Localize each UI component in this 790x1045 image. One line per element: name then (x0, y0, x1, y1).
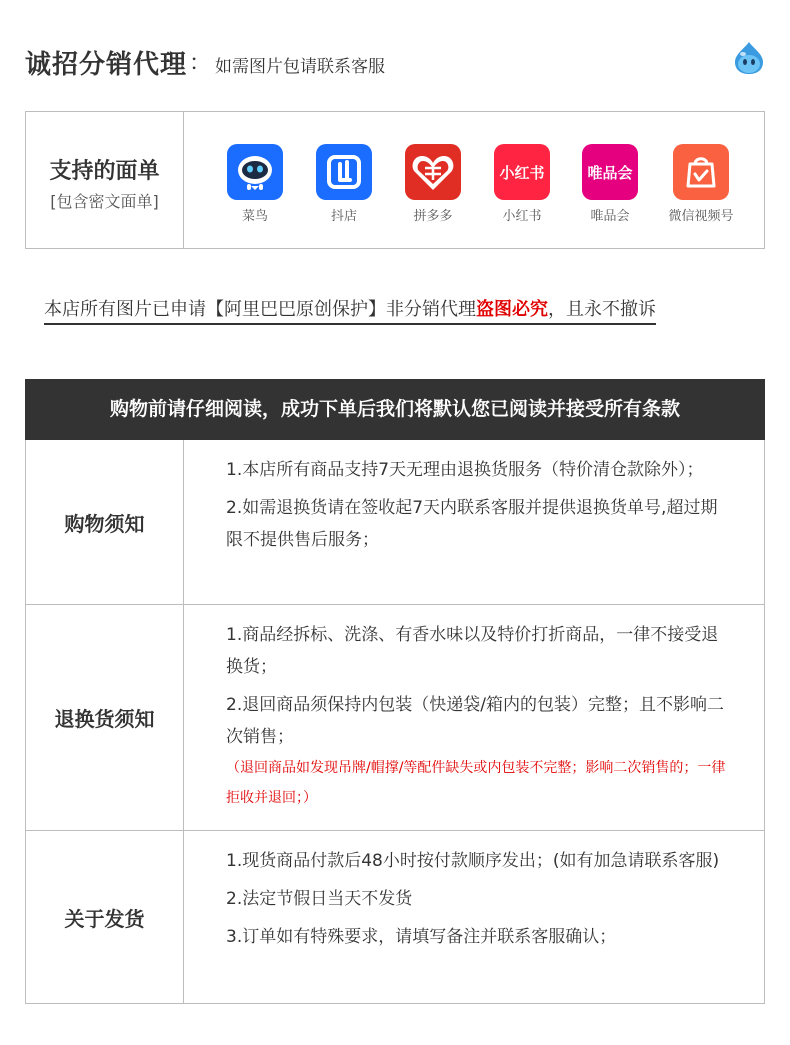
platform-label: 微信视频号 (668, 209, 734, 224)
doudian-icon (316, 144, 372, 200)
xiaohongshu-icon (494, 144, 550, 200)
notice-text-before: 本店所有图片已申请【阿里巴巴原创保护】非分销代理 (44, 299, 476, 320)
vipshop-logo-text: 唯品会 (587, 163, 633, 182)
platform-label: 菜鸟 (241, 209, 268, 224)
terms-item: 1.现货商品付款后48小时按付款顺序发出；(如有加急请联系客服) (226, 851, 720, 871)
terms-item: 1.本店所有商品支持7天无理由退换货服务（特价清仓款除外）； (226, 460, 704, 480)
platform-label: 唯品会 (590, 209, 630, 224)
water-drop-mascot-icon (731, 40, 767, 76)
terms-item: 2.法定节假日当天不发货 (226, 889, 413, 909)
waybill-subtitle: [包含密文面单] (50, 192, 159, 211)
pinduoduo-icon (405, 144, 461, 200)
terms-row-label: 退换货须知 (26, 605, 184, 830)
platform-label: 抖店 (330, 209, 357, 224)
terms-row-shipping (26, 831, 764, 1004)
platform-pinduoduo (388, 144, 478, 224)
terms-item: 3.订单如有特殊要求，请填写备注并联系客服确认； (226, 927, 617, 947)
platform-doudian (299, 144, 389, 224)
terms-banner: 购物前请仔细阅读，成功下单后我们将默认您已阅读并接受所有条款 (25, 379, 765, 440)
platform-vipshop (565, 144, 655, 224)
terms-row-returns (26, 605, 764, 831)
terms-section (25, 379, 765, 1004)
page-subtitle: 如需图片包请联系客服 (215, 57, 385, 77)
notice-text-after: ，且永不撤诉 (548, 299, 656, 320)
terms-table (25, 440, 765, 1004)
terms-item: 1.商品经拆标、洗涤、有香水味以及特价打折商品，一律不接受退换货； (226, 625, 719, 677)
notice-highlight: 盗图必究 (476, 299, 548, 320)
platform-cainiao (210, 144, 300, 224)
terms-row-label: 购物须知 (26, 440, 184, 604)
platform-xiaohongshu (477, 144, 567, 224)
waybill-title: 支持的面单 (49, 159, 160, 184)
page-title: 诚招分销代理 (25, 50, 188, 80)
vipshop-icon (582, 144, 638, 200)
terms-row-shopping (26, 440, 764, 605)
xiaohongshu-logo-text: 小红书 (499, 163, 545, 182)
terms-row-content (184, 440, 764, 556)
waybill-support-box (25, 111, 765, 249)
wechat-channels-bag-icon (673, 144, 729, 200)
waybill-label-cell (26, 112, 184, 248)
terms-row-label: 关于发货 (26, 831, 184, 1003)
terms-item: 2.如需退换货请在签收起7天内联系客服并提供退换货单号,超过期限不提供售后服务； (226, 498, 718, 550)
platform-label: 拼多多 (413, 209, 453, 224)
terms-item: 2.退回商品须保持内包装（快递袋/箱内的包装）完整；且不影响二次销售； (226, 695, 724, 747)
terms-row-content (184, 831, 764, 953)
platform-wechat-channels (656, 144, 746, 224)
header (25, 40, 765, 86)
cainiao-bird-icon (227, 144, 283, 200)
copyright-notice (44, 298, 656, 325)
terms-note: （退回商品如发现吊牌/帽撑/等配件缺失或内包装不完整；影响二次销售的；一律拒收并退回；） (226, 760, 726, 806)
platform-label: 小红书 (502, 209, 542, 224)
title-colon: ： (189, 51, 212, 76)
terms-row-content (184, 605, 764, 813)
